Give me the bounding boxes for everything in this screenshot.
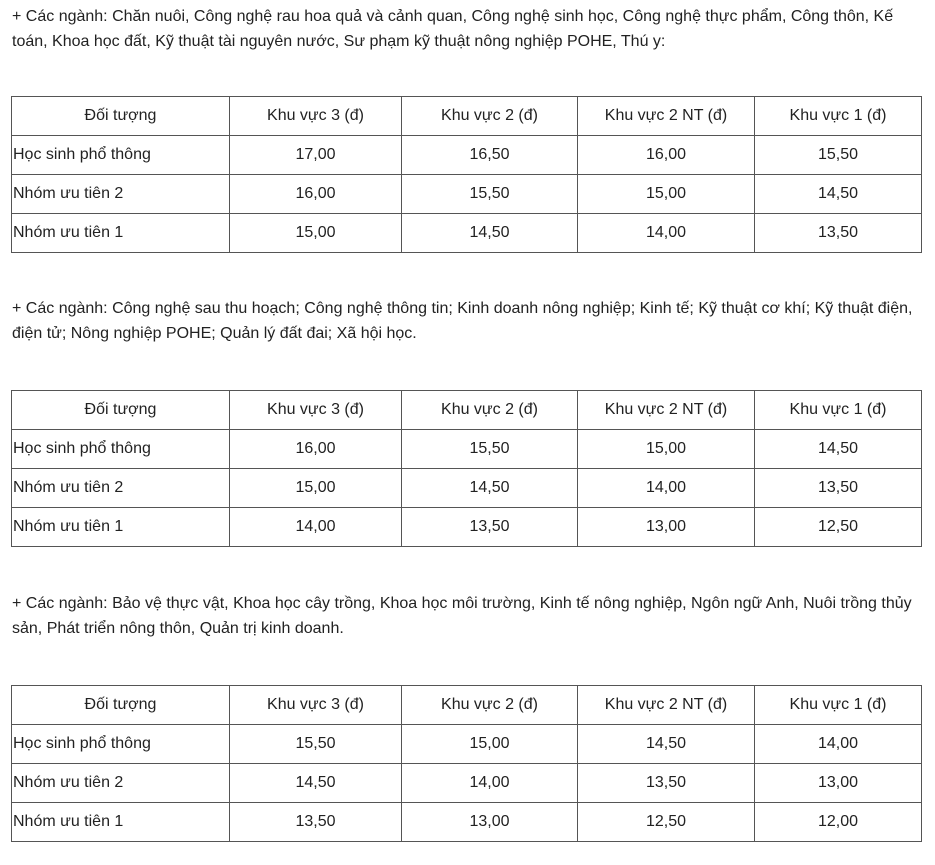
score-cell: 15,00 (230, 469, 402, 508)
table-row (12, 803, 922, 842)
header-khu-vuc-3: Khu vực 3 (đ) (230, 391, 402, 430)
header-khu-vuc-2: Khu vực 2 (đ) (402, 97, 578, 136)
header-khu-vuc-3: Khu vực 3 (đ) (230, 97, 402, 136)
score-cell: 17,00 (230, 136, 402, 175)
score-cell: 16,00 (230, 175, 402, 214)
score-cell: 13,50 (755, 469, 922, 508)
table-header-row (12, 391, 922, 430)
row-label: Học sinh phổ thông (12, 725, 230, 764)
header-khu-vuc-1: Khu vực 1 (đ) (755, 97, 922, 136)
table-row (12, 175, 922, 214)
table-row (12, 136, 922, 175)
score-cell: 16,50 (402, 136, 578, 175)
score-cell: 14,50 (402, 214, 578, 253)
score-cell: 14,00 (402, 764, 578, 803)
row-label: Nhóm ưu tiên 2 (12, 469, 230, 508)
score-cell: 16,00 (230, 430, 402, 469)
score-cell: 15,00 (578, 430, 755, 469)
score-cell: 14,50 (755, 430, 922, 469)
table-row (12, 764, 922, 803)
score-cell: 12,50 (755, 508, 922, 547)
row-label: Nhóm ưu tiên 1 (12, 508, 230, 547)
row-label: Học sinh phổ thông (12, 136, 230, 175)
score-cell: 15,00 (230, 214, 402, 253)
row-label: Nhóm ưu tiên 2 (12, 764, 230, 803)
score-cell: 13,00 (755, 764, 922, 803)
score-cell: 14,00 (578, 214, 755, 253)
table-row (12, 508, 922, 547)
score-cell: 13,50 (755, 214, 922, 253)
score-cell: 13,50 (402, 508, 578, 547)
row-label: Nhóm ưu tiên 1 (12, 803, 230, 842)
table-header-row (12, 686, 922, 725)
row-label: Nhóm ưu tiên 1 (12, 214, 230, 253)
score-table-3 (11, 685, 922, 842)
score-table-1 (11, 96, 922, 253)
score-cell: 13,00 (402, 803, 578, 842)
header-khu-vuc-2: Khu vực 2 (đ) (402, 686, 578, 725)
score-cell: 13,50 (578, 764, 755, 803)
row-label: Học sinh phổ thông (12, 430, 230, 469)
header-khu-vuc-1: Khu vực 1 (đ) (755, 686, 922, 725)
score-cell: 14,00 (755, 725, 922, 764)
section-2-intro: + Các ngành: Công nghệ sau thu hoạch; Công nghệ thông tin; Kinh doanh nông nghiệp; Kinh tế; Kỹ thuật cơ khí; Kỹ thuật điện, điện tử; Nông nghiệp POHE; Quản lý đất đai; Xã hội học. (12, 300, 913, 342)
header-doi-tuong: Đối tượng (12, 686, 230, 725)
table-row (12, 725, 922, 764)
score-cell: 12,00 (755, 803, 922, 842)
score-cell: 15,00 (402, 725, 578, 764)
score-cell: 15,00 (578, 175, 755, 214)
score-cell: 15,50 (230, 725, 402, 764)
score-cell: 14,00 (578, 469, 755, 508)
score-cell: 15,50 (402, 175, 578, 214)
table-row (12, 469, 922, 508)
table-row (12, 430, 922, 469)
section-3-intro: + Các ngành: Bảo vệ thực vật, Khoa học cây trồng, Khoa học môi trường, Kinh tế nông nghiệp, Ngôn ngữ Anh, Nuôi trồng thủy sản, Phát triển nông thôn, Quản trị kinh doanh. (12, 595, 912, 637)
score-cell: 14,00 (230, 508, 402, 547)
row-label: Nhóm ưu tiên 2 (12, 175, 230, 214)
score-cell: 13,50 (230, 803, 402, 842)
score-cell: 13,00 (578, 508, 755, 547)
score-cell: 15,50 (755, 136, 922, 175)
header-khu-vuc-2nt: Khu vực 2 NT (đ) (578, 686, 755, 725)
score-cell: 15,50 (402, 430, 578, 469)
score-cell: 14,50 (402, 469, 578, 508)
header-khu-vuc-1: Khu vực 1 (đ) (755, 391, 922, 430)
table-row (12, 214, 922, 253)
table-header-row (12, 97, 922, 136)
score-cell: 14,50 (755, 175, 922, 214)
header-doi-tuong: Đối tượng (12, 97, 230, 136)
header-doi-tuong: Đối tượng (12, 391, 230, 430)
section-1-intro: + Các ngành: Chăn nuôi, Công nghệ rau hoa quả và cảnh quan, Công nghệ sinh học, Công nghệ thực phẩm, Công thôn, Kế toán, Khoa học đất, Kỹ thuật tài nguyên nước, Sư phạm kỹ thuật nông nghiệp POHE, Thú y: (12, 8, 894, 50)
score-cell: 14,50 (578, 725, 755, 764)
score-cell: 14,50 (230, 764, 402, 803)
header-khu-vuc-2nt: Khu vực 2 NT (đ) (578, 97, 755, 136)
header-khu-vuc-2: Khu vực 2 (đ) (402, 391, 578, 430)
score-cell: 12,50 (578, 803, 755, 842)
score-table-2 (11, 390, 922, 547)
header-khu-vuc-2nt: Khu vực 2 NT (đ) (578, 391, 755, 430)
header-khu-vuc-3: Khu vực 3 (đ) (230, 686, 402, 725)
score-cell: 16,00 (578, 136, 755, 175)
